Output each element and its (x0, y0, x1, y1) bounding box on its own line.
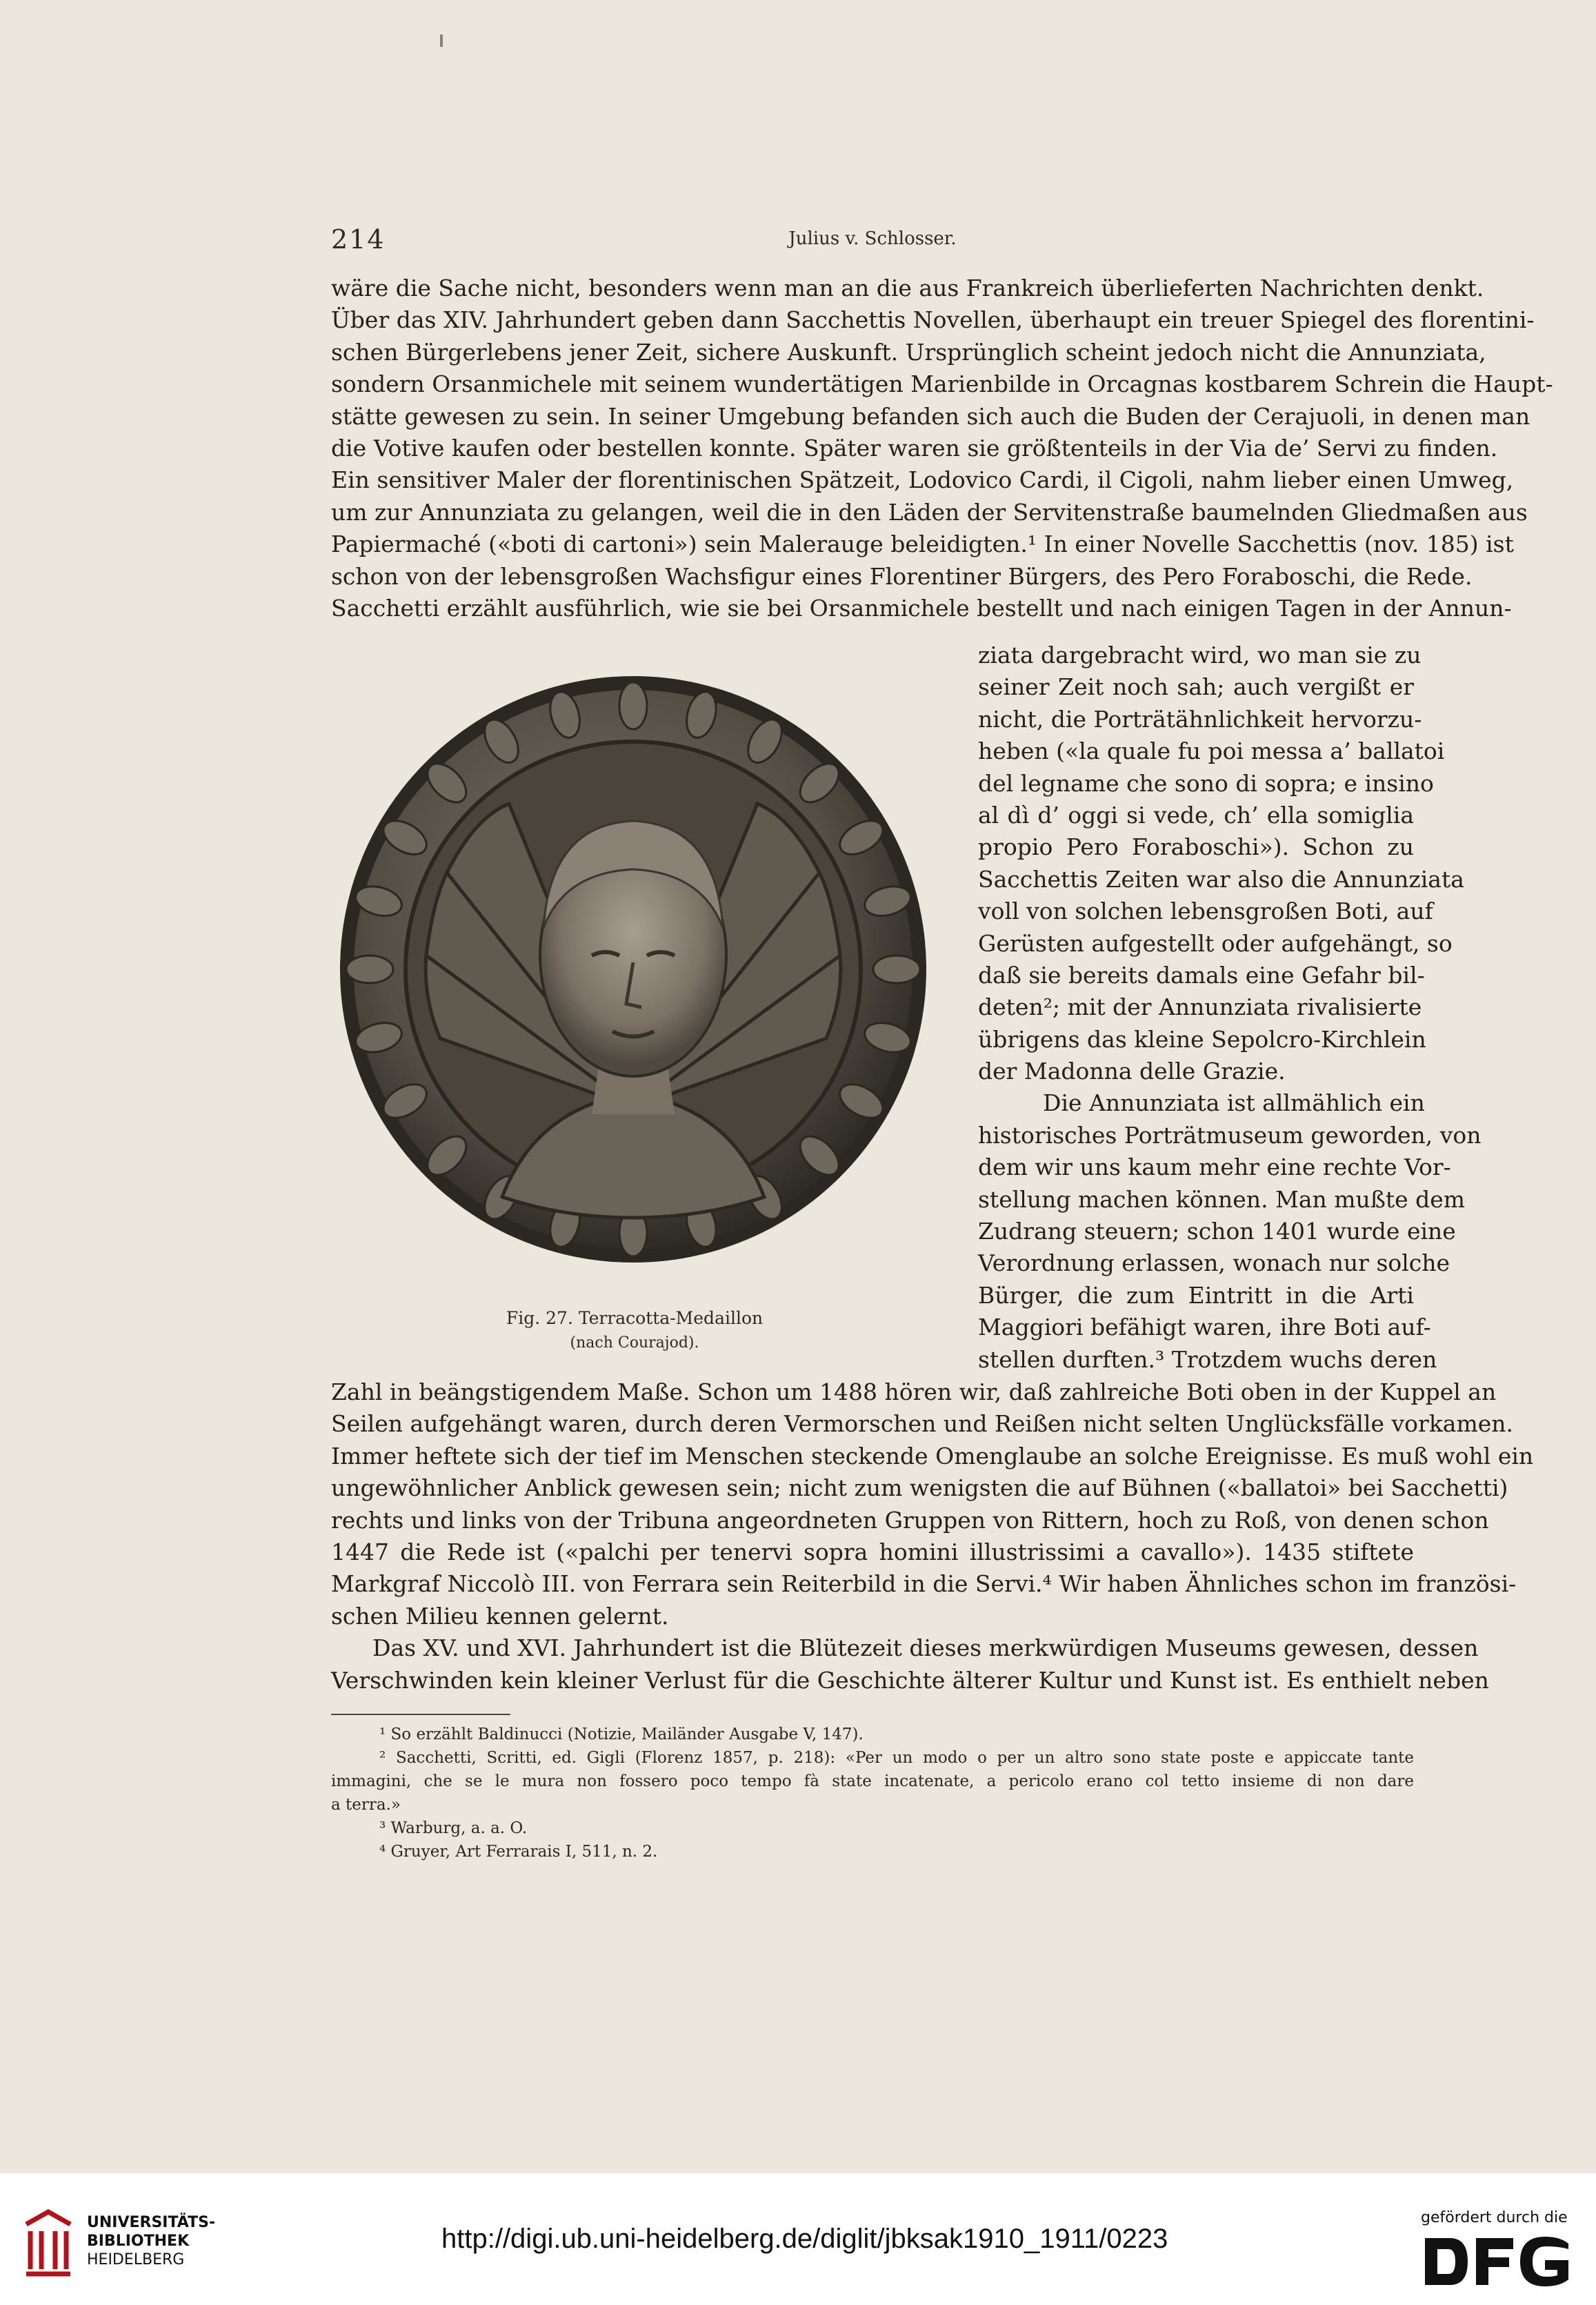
text-line: sondern Orsanmichele mit seinem wundertätigen Marienbilde in Orcagnas kostbarem Schrein die Haupt- (331, 370, 1553, 398)
text-line: Zahl in beängstigendem Maße. Schon um 1488 hören wir, daß zahlreiche Boti oben in der Kuppel an (331, 1378, 1497, 1405)
text-line: übrigens das kleine Sepolcro-Kirchlein (978, 1025, 1426, 1053)
text-line: Sacchetti erzählt ausführlich, wie sie bei Orsanmichele bestellt und nach einigen Tagen in der Annun- (331, 594, 1512, 622)
text-line: Maggiori befähigt waren, ihre Boti auf- (978, 1314, 1431, 1341)
paragraph-top (331, 273, 1553, 624)
footnote-1: ¹ So erzählt Baldinucci (Notizie, Mailänder Ausgabe V, 147). (379, 1725, 864, 1743)
text-line: historisches Porträtmuseum geworden, von (978, 1121, 1482, 1149)
footnote-4: ⁴ Gruyer, Art Ferrarais I, 511, n. 2. (379, 1843, 658, 1861)
page-number: 214 (331, 224, 386, 255)
text-line: Verschwinden kein kleiner Verlust für die Geschichte älterer Kultur und Kunst ist. Es enthielt neben (331, 1666, 1489, 1694)
text-line: stellen durften.³ Trotzdem wuchs deren (978, 1345, 1437, 1373)
institution-line: HEIDELBERG (87, 2251, 185, 2268)
text-line: del legname che sono di sopra; e insino (978, 769, 1434, 797)
footnote-3: ³ Warburg, a. a. O. (379, 1819, 528, 1837)
text-line: nicht, die Porträtähnlichkeit hervorzu- (978, 705, 1422, 733)
university-library-name (87, 2213, 215, 2269)
paragraph-bottom (331, 1376, 1534, 1696)
text-line: Ein sensitiver Maler der florentinischen Spätzeit, Lodovico Cardi, il Cigoli, nahm lieber einen Umweg, (331, 466, 1514, 494)
text-line: Papiermaché («boti di cartoni») sein Malerauge beleidigten.¹ In einer Novelle Sacchettis (nov. 185) ist (331, 531, 1514, 558)
paragraph-right-column (978, 640, 1482, 1376)
text-line: deten²; mit der Annunziata rivalisierte (978, 993, 1422, 1021)
caption-title: Fig. 27. Terracotta-Medaillon (506, 1308, 764, 1328)
running-head-author: Julius v. Schlosser. (788, 228, 957, 249)
text-line: Die Annunziata ist allmählich ein (1043, 1089, 1425, 1117)
medallion-figure (330, 666, 937, 1273)
text-line: dem wir uns kaum mehr eine rechte Vor- (978, 1154, 1451, 1181)
text-line: schon von der lebensgroßen Wachsfigur eines Florentiner Bürgers, des Pero Foraboschi, die Rede. (331, 562, 1473, 590)
text-line: schen Milieu kennen gelernt. (331, 1602, 669, 1630)
text-line: ungewöhnlicher Anblick gewesen sein; nicht zum wenigsten die auf Bühnen («ballatoi» bei Sacchetti) (331, 1474, 1508, 1502)
footnote-2-cont: immagini, che se le mura non fossero poco tempo fà state incatenate, a pericolo erano col tetto insieme di non dare (331, 1772, 1414, 1790)
running-head (331, 224, 1414, 266)
text-line: um zur Annunziata zu gelangen, weil die in den Läden der Servitenstraße baumelnden Gliedmaßen aus (331, 498, 1528, 526)
text-line: Bürger, die zum Eintritt in die Arti (978, 1281, 1414, 1309)
text-line: der Madonna delle Grazie. (978, 1058, 1286, 1085)
text-line: Gerüsten aufgestellt oder aufgehängt, so (978, 929, 1453, 957)
text-line: propio Pero Foraboschi»). Schon zu (978, 833, 1414, 861)
footnote-rule (331, 1714, 510, 1715)
text-line: Markgraf Niccolò III. von Ferrara sein Reiterbild in die Servi.⁴ Wir haben Ähnliches schon im französi- (331, 1570, 1517, 1598)
institution-line: UNIVERSITÄTS- (87, 2214, 216, 2231)
terracotta-medallion-illustration (330, 666, 937, 1273)
text-line: stellung machen können. Man mußte dem (978, 1185, 1466, 1213)
text-line: al dì d’ oggi si vede, ch’ ella somiglia (978, 801, 1414, 829)
viewer-footer (0, 2173, 1596, 2305)
text-line: Über das XIV. Jahrhundert geben dann Sacchettis Novellen, überhaupt ein treuer Spiegel des florentini- (331, 306, 1535, 334)
caption-source: (nach Courajod). (570, 1334, 699, 1352)
text-line: die Votive kaufen oder bestellen konnte. Später waren sie größtenteils in der Via de’ Servi zu finden. (331, 434, 1498, 462)
text-line: daß sie bereits damals eine Gefahr bil- (978, 961, 1425, 989)
text-line: Das XV. und XVI. Jahrhundert ist die Blütezeit dieses merkwürdigen Museums gewesen, dessen (372, 1634, 1479, 1662)
text-line: Sacchettis Zeiten war also die Annunziata (978, 865, 1464, 893)
figure-caption (414, 1306, 855, 1356)
footnote-2: ² Sacchetti, Scritti, ed. Gigli (Florenz 1857, p. 218): «Per un modo o per un altro sono state poste e appiccate tante (379, 1749, 1414, 1767)
text-line: wäre die Sache nicht, besonders wenn man an die aus Frankreich überlieferten Nachrichten denkt. (331, 275, 1484, 301)
text-line: seiner Zeit noch sah; auch vergißt er (978, 673, 1414, 701)
institution-line: BIBLIOTHEK (87, 2233, 190, 2250)
scan-speck (440, 34, 443, 47)
permalink-url[interactable]: http://digi.ub.uni-heidelberg.de/diglit/jbksak1910_1911/0223 (441, 2224, 1168, 2254)
university-library-logo-icon (21, 2204, 76, 2279)
text-line: Zudrang steuern; schon 1401 wurde eine (978, 1218, 1456, 1245)
text-line: 1447 die Rede ist («palchi per tenervi sopra homini illustrissimi a cavallo»). 1435 stiftete (331, 1538, 1414, 1565)
footnotes (331, 1723, 1414, 1863)
text-line: Immer heftete sich der tief im Menschen steckende Omenglaube an solche Ereignisse. Es muß wohl ein (331, 1442, 1534, 1470)
dfg-logo-icon (1422, 2234, 1574, 2289)
footnote-2-end: a terra.» (331, 1796, 401, 1814)
text-line: voll von solchen lebensgroßen Boti, auf (978, 898, 1433, 925)
text-line: ziata dargebracht wird, wo man sie zu (978, 642, 1422, 669)
text-line: rechts und links von der Tribuna angeordneten Gruppen von Rittern, hoch zu Roß, von denen schon (331, 1506, 1489, 1534)
funder-label: gefördert durch die (1421, 2209, 1568, 2226)
text-line: schen Bürgerlebens jener Zeit, sichere Auskunft. Ursprünglich scheint jedoch nicht die Annunziata, (331, 338, 1486, 366)
text-line: Verordnung erlassen, wonach nur solche (978, 1249, 1450, 1277)
text-line: heben («la quale fu poi messa a’ ballatoi (978, 738, 1445, 765)
text-line: Seilen aufgehängt waren, durch deren Vermorschen und Reißen nicht selten Unglücksfälle vorkamen. (331, 1410, 1514, 1438)
text-line: stätte gewesen zu sein. In seiner Umgebung befanden sich auch die Buden der Cerajuoli, in denen man (331, 402, 1530, 430)
